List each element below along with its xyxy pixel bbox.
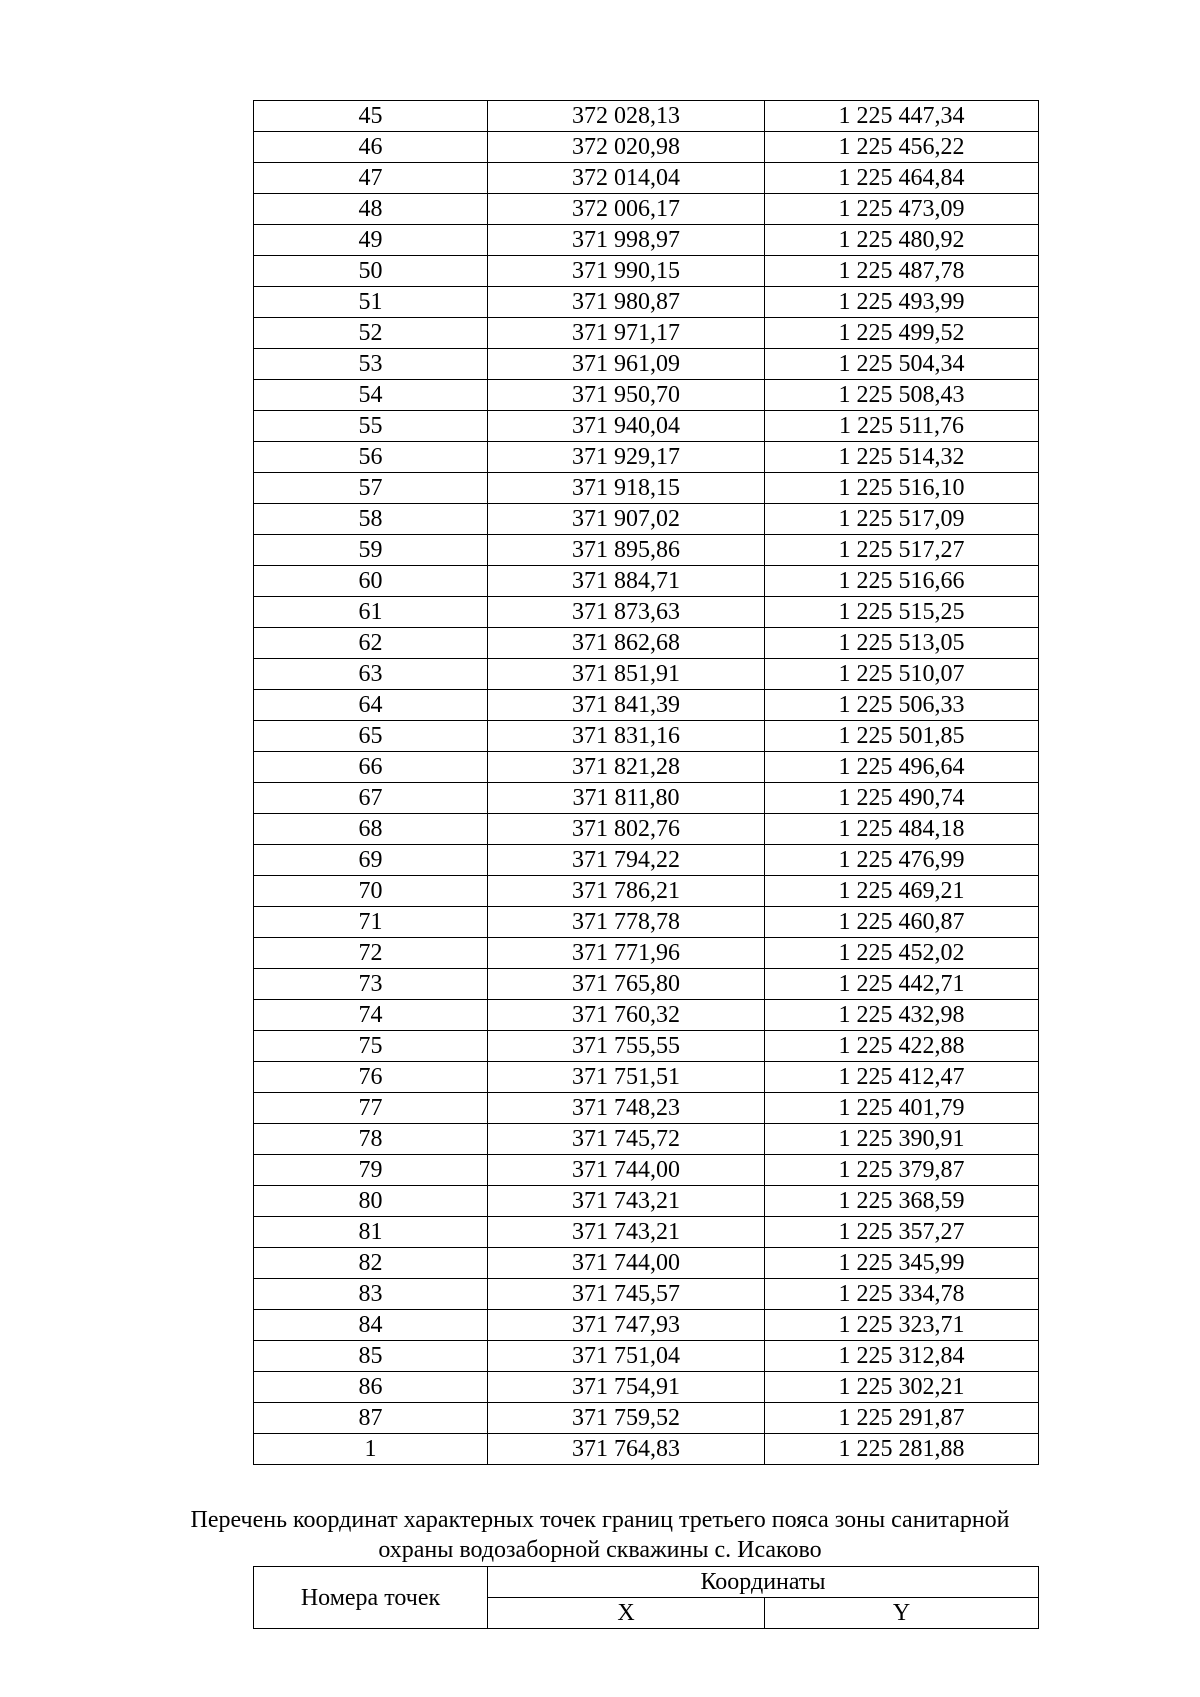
x-coordinate-cell: 371 751,04 xyxy=(488,1341,765,1372)
y-coordinate-cell: 1 225 513,05 xyxy=(765,628,1039,659)
table-row xyxy=(254,1248,1039,1279)
point-number-cell: 77 xyxy=(254,1093,488,1124)
x-coordinate-cell: 371 794,22 xyxy=(488,845,765,876)
table-row xyxy=(254,814,1039,845)
x-coordinate-cell: 371 760,32 xyxy=(488,1000,765,1031)
table-row xyxy=(254,535,1039,566)
x-coordinate-cell: 371 744,00 xyxy=(488,1248,765,1279)
table-row xyxy=(254,690,1039,721)
point-number-cell: 60 xyxy=(254,566,488,597)
point-number-cell: 80 xyxy=(254,1186,488,1217)
table-row xyxy=(254,597,1039,628)
point-number-cell: 48 xyxy=(254,194,488,225)
point-number-cell: 83 xyxy=(254,1279,488,1310)
table-row xyxy=(254,318,1039,349)
point-number-cell: 57 xyxy=(254,473,488,504)
point-number-cell: 68 xyxy=(254,814,488,845)
y-coordinate-cell: 1 225 517,09 xyxy=(765,504,1039,535)
table-row xyxy=(254,1372,1039,1403)
point-number-cell: 61 xyxy=(254,597,488,628)
table-row xyxy=(254,442,1039,473)
x-coordinate-cell: 371 907,02 xyxy=(488,504,765,535)
point-number-cell: 84 xyxy=(254,1310,488,1341)
y-coordinate-cell: 1 225 291,87 xyxy=(765,1403,1039,1434)
point-number-cell: 66 xyxy=(254,752,488,783)
point-number-cell: 86 xyxy=(254,1372,488,1403)
point-number-cell: 70 xyxy=(254,876,488,907)
x-coordinate-cell: 371 764,83 xyxy=(488,1434,765,1465)
table-row xyxy=(254,132,1039,163)
point-number-cell: 69 xyxy=(254,845,488,876)
y-coordinate-cell: 1 225 323,71 xyxy=(765,1310,1039,1341)
table-row xyxy=(254,1279,1039,1310)
table-row xyxy=(254,566,1039,597)
x-coordinate-cell: 371 743,21 xyxy=(488,1217,765,1248)
point-number-cell: 51 xyxy=(254,287,488,318)
point-number-cell: 46 xyxy=(254,132,488,163)
point-number-cell: 85 xyxy=(254,1341,488,1372)
x-coordinate-cell: 371 821,28 xyxy=(488,752,765,783)
y-coordinate-cell: 1 225 357,27 xyxy=(765,1217,1039,1248)
table-row xyxy=(254,380,1039,411)
y-coordinate-cell: 1 225 345,99 xyxy=(765,1248,1039,1279)
table-row xyxy=(254,1124,1039,1155)
x-coordinate-cell: 371 778,78 xyxy=(488,907,765,938)
point-number-cell: 54 xyxy=(254,380,488,411)
y-coordinate-cell: 1 225 517,27 xyxy=(765,535,1039,566)
x-coordinate-cell: 371 961,09 xyxy=(488,349,765,380)
point-number-cell: 56 xyxy=(254,442,488,473)
point-number-cell: 81 xyxy=(254,1217,488,1248)
y-coordinate-cell: 1 225 452,02 xyxy=(765,938,1039,969)
table-row xyxy=(254,783,1039,814)
point-number-cell: 1 xyxy=(254,1434,488,1465)
x-coordinate-cell: 371 744,00 xyxy=(488,1155,765,1186)
x-coordinate-cell: 371 929,17 xyxy=(488,442,765,473)
y-coordinate-cell: 1 225 476,99 xyxy=(765,845,1039,876)
y-coordinate-cell: 1 225 508,43 xyxy=(765,380,1039,411)
caption-line-2: охраны водозаборной скважины с. Исаково xyxy=(378,1537,822,1563)
y-coordinate-cell: 1 225 432,98 xyxy=(765,1000,1039,1031)
point-number-cell: 65 xyxy=(254,721,488,752)
y-coordinate-cell: 1 225 506,33 xyxy=(765,690,1039,721)
y-coordinate-cell: 1 225 487,78 xyxy=(765,256,1039,287)
table-row xyxy=(254,411,1039,442)
point-number-cell: 78 xyxy=(254,1124,488,1155)
y-coordinate-cell: 1 225 368,59 xyxy=(765,1186,1039,1217)
x-coordinate-cell: 371 748,23 xyxy=(488,1093,765,1124)
point-number-cell: 53 xyxy=(254,349,488,380)
x-coordinate-cell: 371 950,70 xyxy=(488,380,765,411)
table-row xyxy=(254,349,1039,380)
y-coordinate-cell: 1 225 401,79 xyxy=(765,1093,1039,1124)
table-row xyxy=(254,194,1039,225)
table-row xyxy=(254,752,1039,783)
y-coordinate-cell: 1 225 516,66 xyxy=(765,566,1039,597)
x-coordinate-cell: 371 895,86 xyxy=(488,535,765,566)
caption-line-1: Перечень координат характерных точек границ третьего пояса зоны санитарной xyxy=(190,1507,1010,1533)
table-row xyxy=(254,1186,1039,1217)
table-row xyxy=(254,969,1039,1000)
x-coordinate-cell: 371 811,80 xyxy=(488,783,765,814)
table-row xyxy=(254,504,1039,535)
x-coordinate-cell: 371 918,15 xyxy=(488,473,765,504)
table-row xyxy=(254,256,1039,287)
x-coordinate-cell: 371 971,17 xyxy=(488,318,765,349)
coordinates-table xyxy=(253,100,1039,1465)
point-number-cell: 75 xyxy=(254,1031,488,1062)
point-number-cell: 72 xyxy=(254,938,488,969)
x-coordinate-cell: 372 020,98 xyxy=(488,132,765,163)
point-number-cell: 67 xyxy=(254,783,488,814)
y-coordinate-cell: 1 225 412,47 xyxy=(765,1062,1039,1093)
y-coordinate-cell: 1 225 456,22 xyxy=(765,132,1039,163)
table-row xyxy=(254,938,1039,969)
table-row xyxy=(254,225,1039,256)
y-coordinate-cell: 1 225 511,76 xyxy=(765,411,1039,442)
table-row xyxy=(254,1031,1039,1062)
header-points-cell: Номера точек xyxy=(254,1567,488,1629)
x-coordinate-cell: 371 998,97 xyxy=(488,225,765,256)
x-coordinate-cell: 371 745,72 xyxy=(488,1124,765,1155)
x-coordinate-cell: 371 743,21 xyxy=(488,1186,765,1217)
x-coordinate-cell: 371 755,55 xyxy=(488,1031,765,1062)
x-coordinate-cell: 372 006,17 xyxy=(488,194,765,225)
y-coordinate-cell: 1 225 464,84 xyxy=(765,163,1039,194)
x-coordinate-cell: 372 028,13 xyxy=(488,101,765,132)
table-row xyxy=(254,1310,1039,1341)
header-row-top xyxy=(254,1567,1039,1598)
x-coordinate-cell: 371 759,52 xyxy=(488,1403,765,1434)
header-x-cell: X xyxy=(488,1598,765,1629)
y-coordinate-cell: 1 225 422,88 xyxy=(765,1031,1039,1062)
x-coordinate-cell: 371 765,80 xyxy=(488,969,765,1000)
y-coordinate-cell: 1 225 484,18 xyxy=(765,814,1039,845)
table-row xyxy=(254,1341,1039,1372)
x-coordinate-cell: 371 980,87 xyxy=(488,287,765,318)
y-coordinate-cell: 1 225 390,91 xyxy=(765,1124,1039,1155)
y-coordinate-cell: 1 225 447,34 xyxy=(765,101,1039,132)
coordinates-header-table xyxy=(253,1566,1039,1629)
point-number-cell: 64 xyxy=(254,690,488,721)
table-row xyxy=(254,1403,1039,1434)
table-row xyxy=(254,473,1039,504)
point-number-cell: 52 xyxy=(254,318,488,349)
y-coordinate-cell: 1 225 514,32 xyxy=(765,442,1039,473)
y-coordinate-cell: 1 225 379,87 xyxy=(765,1155,1039,1186)
point-number-cell: 76 xyxy=(254,1062,488,1093)
x-coordinate-cell: 371 745,57 xyxy=(488,1279,765,1310)
x-coordinate-cell: 371 990,15 xyxy=(488,256,765,287)
y-coordinate-cell: 1 225 516,10 xyxy=(765,473,1039,504)
point-number-cell: 45 xyxy=(254,101,488,132)
x-coordinate-cell: 371 851,91 xyxy=(488,659,765,690)
y-coordinate-cell: 1 225 302,21 xyxy=(765,1372,1039,1403)
x-coordinate-cell: 371 862,68 xyxy=(488,628,765,659)
table-row xyxy=(254,1000,1039,1031)
point-number-cell: 71 xyxy=(254,907,488,938)
y-coordinate-cell: 1 225 490,74 xyxy=(765,783,1039,814)
x-coordinate-cell: 371 873,63 xyxy=(488,597,765,628)
y-coordinate-cell: 1 225 469,21 xyxy=(765,876,1039,907)
x-coordinate-cell: 371 940,04 xyxy=(488,411,765,442)
table-row xyxy=(254,845,1039,876)
table-row xyxy=(254,101,1039,132)
y-coordinate-cell: 1 225 281,88 xyxy=(765,1434,1039,1465)
point-number-cell: 79 xyxy=(254,1155,488,1186)
y-coordinate-cell: 1 225 480,92 xyxy=(765,225,1039,256)
y-coordinate-cell: 1 225 493,99 xyxy=(765,287,1039,318)
point-number-cell: 47 xyxy=(254,163,488,194)
y-coordinate-cell: 1 225 312,84 xyxy=(765,1341,1039,1372)
table-row xyxy=(254,628,1039,659)
table-row xyxy=(254,163,1039,194)
point-number-cell: 74 xyxy=(254,1000,488,1031)
table-row xyxy=(254,721,1039,752)
point-number-cell: 50 xyxy=(254,256,488,287)
y-coordinate-cell: 1 225 334,78 xyxy=(765,1279,1039,1310)
point-number-cell: 87 xyxy=(254,1403,488,1434)
y-coordinate-cell: 1 225 501,85 xyxy=(765,721,1039,752)
table-row xyxy=(254,1155,1039,1186)
header-coordinates-cell: Координаты xyxy=(488,1567,1039,1598)
point-number-cell: 82 xyxy=(254,1248,488,1279)
table-caption xyxy=(160,1505,1040,1565)
y-coordinate-cell: 1 225 442,71 xyxy=(765,969,1039,1000)
y-coordinate-cell: 1 225 510,07 xyxy=(765,659,1039,690)
point-number-cell: 63 xyxy=(254,659,488,690)
y-coordinate-cell: 1 225 504,34 xyxy=(765,349,1039,380)
table-row xyxy=(254,907,1039,938)
x-coordinate-cell: 371 841,39 xyxy=(488,690,765,721)
x-coordinate-cell: 371 831,16 xyxy=(488,721,765,752)
x-coordinate-cell: 371 771,96 xyxy=(488,938,765,969)
point-number-cell: 73 xyxy=(254,969,488,1000)
header-y-cell: Y xyxy=(765,1598,1039,1629)
table-row xyxy=(254,876,1039,907)
point-number-cell: 59 xyxy=(254,535,488,566)
point-number-cell: 62 xyxy=(254,628,488,659)
table-row xyxy=(254,287,1039,318)
x-coordinate-cell: 371 751,51 xyxy=(488,1062,765,1093)
y-coordinate-cell: 1 225 473,09 xyxy=(765,194,1039,225)
x-coordinate-cell: 371 747,93 xyxy=(488,1310,765,1341)
x-coordinate-cell: 371 754,91 xyxy=(488,1372,765,1403)
x-coordinate-cell: 371 802,76 xyxy=(488,814,765,845)
table-row xyxy=(254,1062,1039,1093)
table-row xyxy=(254,1217,1039,1248)
x-coordinate-cell: 371 884,71 xyxy=(488,566,765,597)
x-coordinate-cell: 372 014,04 xyxy=(488,163,765,194)
x-coordinate-cell: 371 786,21 xyxy=(488,876,765,907)
coordinates-table-body xyxy=(254,101,1039,1465)
y-coordinate-cell: 1 225 499,52 xyxy=(765,318,1039,349)
table-row xyxy=(254,1093,1039,1124)
y-coordinate-cell: 1 225 460,87 xyxy=(765,907,1039,938)
point-number-cell: 55 xyxy=(254,411,488,442)
table-row xyxy=(254,659,1039,690)
y-coordinate-cell: 1 225 496,64 xyxy=(765,752,1039,783)
point-number-cell: 58 xyxy=(254,504,488,535)
y-coordinate-cell: 1 225 515,25 xyxy=(765,597,1039,628)
point-number-cell: 49 xyxy=(254,225,488,256)
table-row xyxy=(254,1434,1039,1465)
